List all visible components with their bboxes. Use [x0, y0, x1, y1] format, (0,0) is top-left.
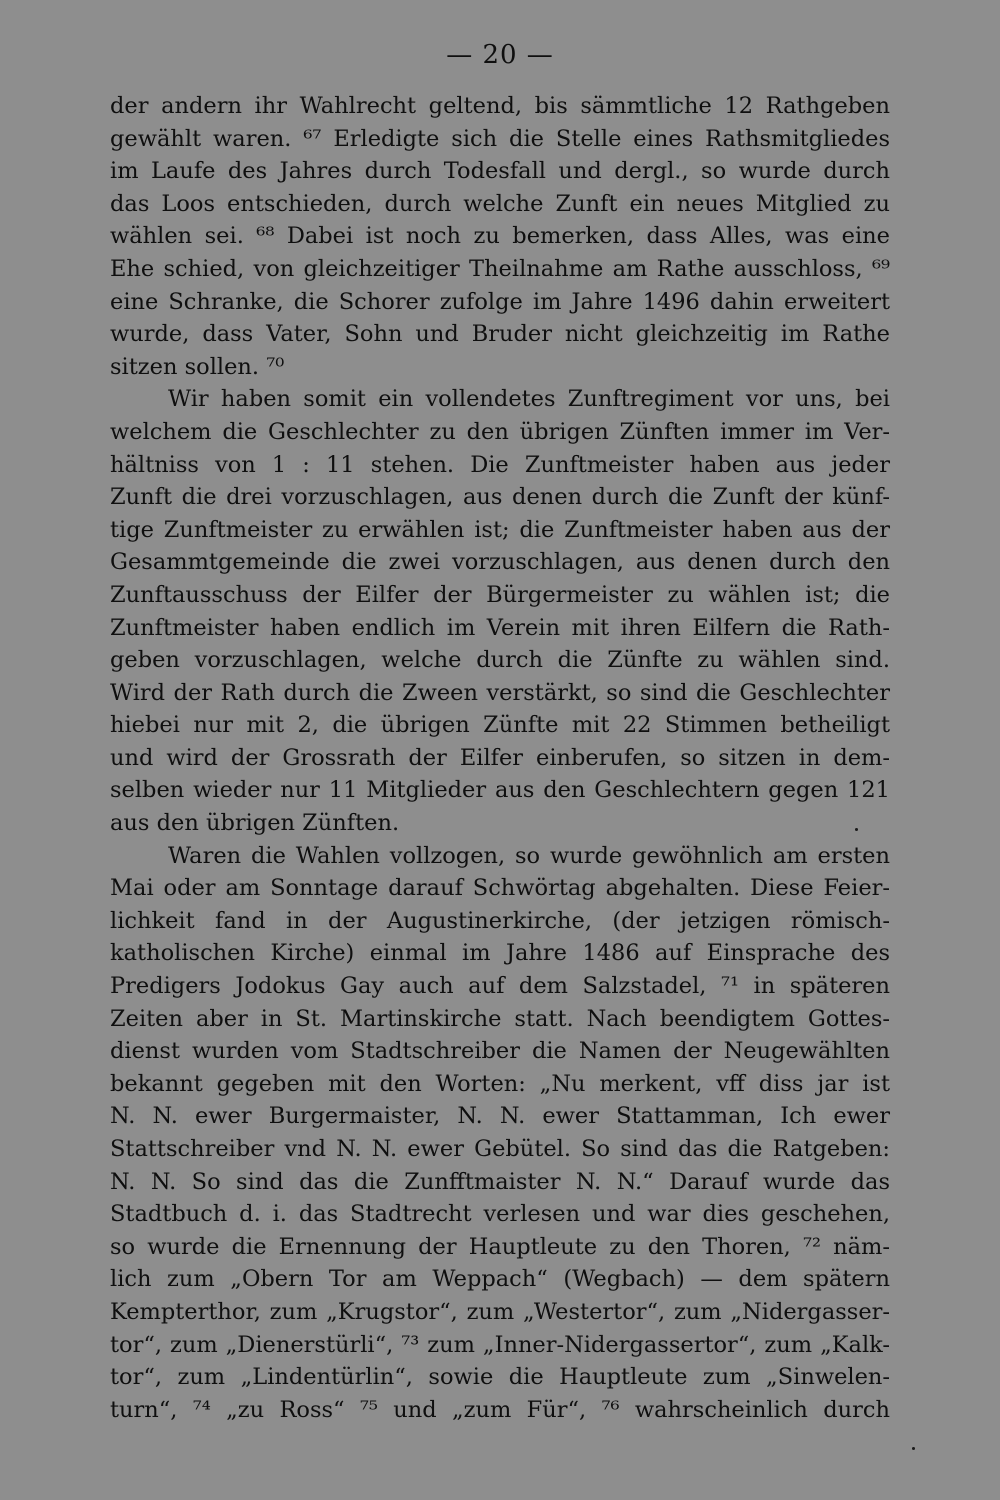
- text-line: wurde, dass Vater, Sohn und Bruder nicht gleichzeitig im Rathe: [110, 321, 890, 348]
- text-line: N. N. So sind das die Zunfftmaister N. N.“ Darauf wurde das: [110, 1168, 890, 1195]
- text-line: aus den übrigen Zünften.: [110, 810, 400, 837]
- text-line: gewählt waren. ⁶⁷ Erledigte sich die Stelle eines Rathsmitgliedes: [110, 125, 890, 152]
- text-line: geben vorzuschlagen, welche durch die Zünfte zu wählen sind.: [110, 647, 890, 674]
- text-line: Kempterthor, zum „Krugstor“, zum „Westertor“, zum „Nidergasser-: [110, 1298, 890, 1325]
- text-line: bekannt gegeben mit den Worten: „Nu merkent, vff diss jar ist: [110, 1070, 890, 1097]
- text-line: Waren die Wahlen vollzogen, so wurde gewöhnlich am ersten: [168, 842, 890, 869]
- text-line: lich zum „Obern Tor am Weppach“ (Wegbach) — dem spätern: [110, 1266, 890, 1293]
- text-line: Zunftmeister haben endlich im Verein mit ihren Eilfern die Rath-: [110, 614, 890, 641]
- text-line: lichkeit fand in der Augustinerkirche, (der jetzigen römisch-: [110, 907, 890, 934]
- text-line: und wird der Grossrath der Eilfer einberufen, so sitzen in dem-: [110, 744, 890, 771]
- text-line: hiebei nur mit 2, die übrigen Zünfte mit 22 Stimmen betheiligt: [110, 712, 890, 739]
- speck-mark: [855, 828, 858, 831]
- text-line: welchem die Geschlechter zu den übrigen Zünften immer im Ver-: [110, 418, 890, 445]
- text-line: Gesammtgemeinde die zwei vorzuschlagen, aus denen durch den: [110, 549, 890, 576]
- text-line: Zunft die drei vorzuschlagen, aus denen durch die Zunft der künf-: [110, 484, 890, 511]
- text-line: Wird der Rath durch die Zween verstärkt, so sind die Geschlechter: [110, 679, 890, 706]
- text-line: N. N. ewer Burgermaister, N. N. ewer Stattamman, Ich ewer: [110, 1103, 890, 1130]
- text-line: Ehe schied, von gleichzeitiger Theilnahme am Rathe ausschloss, ⁶⁹: [110, 255, 890, 282]
- text-line: eine Schranke, die Schorer zufolge im Jahre 1496 dahin erweitert: [110, 288, 890, 315]
- text-line: selben wieder nur 11 Mitglieder aus den Geschlechtern gegen 121: [110, 777, 890, 804]
- text-line: so wurde die Ernennung der Hauptleute zu den Thoren, ⁷² näm-: [110, 1233, 890, 1260]
- text-line: im Laufe des Jahres durch Todesfall und dergl., so wurde durch: [110, 158, 890, 185]
- text-line: Zunftausschuss der Eilfer der Bürgermeister zu wählen ist; die: [110, 581, 890, 608]
- text-line: dienst wurden vom Stadtschreiber die Namen der Neugewählten: [110, 1038, 890, 1065]
- text-line: tor“, zum „Dienerstürli“, ⁷³ zum „Inner-Nidergassertor“, zum „Kalk-: [110, 1331, 890, 1358]
- text-line: Predigers Jodokus Gay auch auf dem Salzstadel, ⁷¹ in späteren: [110, 973, 890, 1000]
- text-line: der andern ihr Wahlrecht geltend, bis sämmtliche 12 Rathgeben: [110, 93, 890, 119]
- text-line: das Loos entschieden, durch welche Zunft ein neues Mitglied zu: [110, 190, 890, 217]
- body-text: [110, 90, 890, 1426]
- text-line: Stattschreiber vnd N. N. ewer Gebütel. So sind das die Ratgeben:: [110, 1136, 890, 1162]
- text-line: wählen sei. ⁶⁸ Dabei ist noch zu bemerken, dass Alles, was eine: [110, 223, 890, 250]
- text-line: Zeiten aber in St. Martinskirche statt. Nach beendigtem Gottes-: [110, 1005, 890, 1032]
- text-line: hältniss von 1 : 11 stehen. Die Zunftmeister haben aus jeder: [110, 451, 890, 478]
- text-line: tor“, zum „Lindentürlin“, sowie die Hauptleute zum „Sinwelen-: [110, 1364, 890, 1391]
- text-line: katholischen Kirche) einmal im Jahre 1486 auf Einsprache des: [110, 940, 890, 967]
- text-line: Mai oder am Sonntage darauf Schwörtag abgehalten. Diese Feier-: [110, 875, 890, 902]
- text-line: sitzen sollen. ⁷⁰: [110, 353, 285, 380]
- text-line: turn“, ⁷⁴ „zu Ross“ ⁷⁵ und „zum Für“, ⁷⁶ wahrscheinlich durch: [110, 1396, 890, 1423]
- text-line: Stadtbuch d. i. das Stadtrecht verlesen und war dies geschehen,: [110, 1201, 890, 1228]
- text-line: tige Zunftmeister zu erwählen ist; die Zunftmeister haben aus der: [110, 516, 890, 543]
- page-number: — 20 —: [446, 40, 554, 70]
- text-line: Wir haben somit ein vollendetes Zunftregiment vor uns, bei: [168, 386, 890, 413]
- speck-mark: [912, 1447, 915, 1450]
